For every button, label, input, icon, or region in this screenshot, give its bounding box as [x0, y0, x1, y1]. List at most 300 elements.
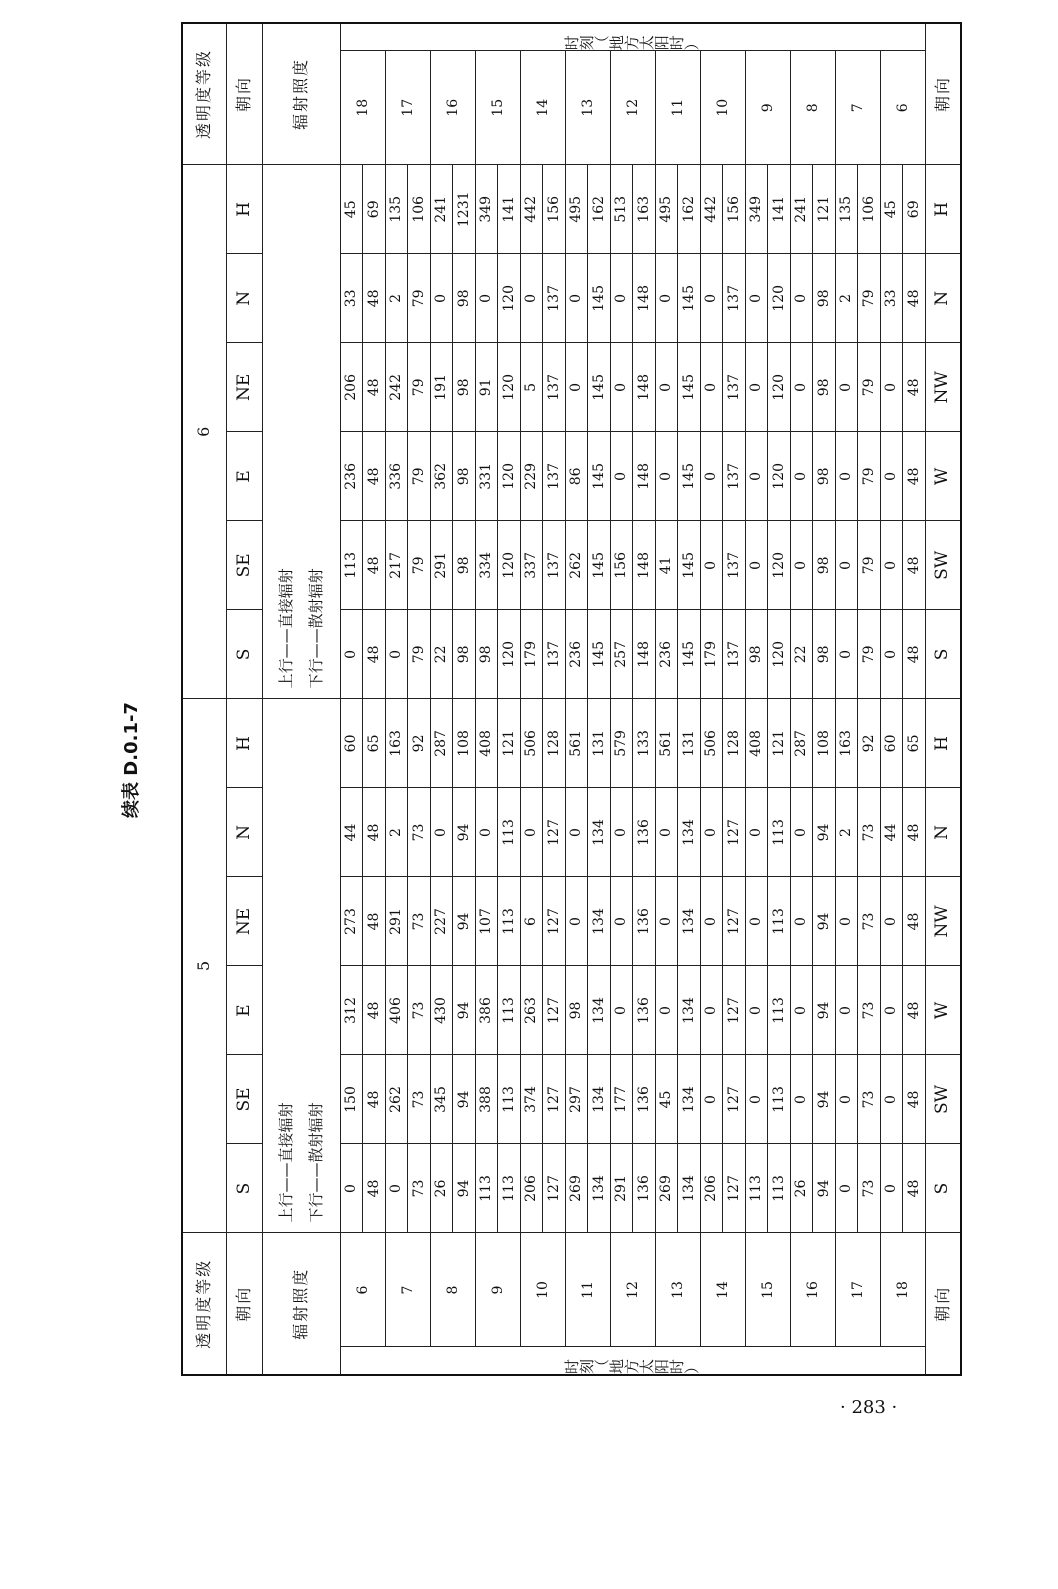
table-cell: 94 — [813, 877, 836, 966]
table-cell: 121 — [768, 699, 791, 788]
table-cell: 92 — [408, 699, 431, 788]
table-cell: 73 — [408, 966, 431, 1055]
table-cell: 44 — [880, 788, 903, 877]
table-cell: 98 — [453, 610, 476, 699]
direction-header-top: E — [226, 966, 262, 1055]
table-cell: 98 — [565, 966, 588, 1055]
direction-header-bottom: SW — [925, 521, 961, 610]
table-cell: 48 — [903, 343, 926, 432]
table-cell: 48 — [363, 877, 386, 966]
table-cell: 137 — [543, 521, 566, 610]
table-cell: 92 — [858, 699, 881, 788]
table-cell: 136 — [633, 788, 656, 877]
table-cell: 0 — [880, 877, 903, 966]
table-cell: 0 — [655, 343, 678, 432]
table-cell: 137 — [723, 521, 746, 610]
table-cell: 0 — [880, 432, 903, 521]
table-cell: 291 — [385, 877, 408, 966]
table-cell: 137 — [543, 432, 566, 521]
table-cell: 113 — [768, 877, 791, 966]
table-cell: 206 — [340, 343, 363, 432]
direction-header-bottom: H — [925, 699, 961, 788]
direction-header-bottom: NW — [925, 877, 961, 966]
table-cell: 145 — [588, 610, 611, 699]
table-cell: 134 — [588, 1144, 611, 1233]
table-cell: 0 — [835, 877, 858, 966]
table-cell: 136 — [633, 966, 656, 1055]
table-cell: 134 — [678, 1055, 701, 1144]
table-cell: 0 — [880, 343, 903, 432]
table-cell: 0 — [835, 610, 858, 699]
table-cell: 0 — [475, 254, 498, 343]
table-cell: 0 — [655, 254, 678, 343]
table-cell: 86 — [565, 432, 588, 521]
table-cell: 113 — [768, 1144, 791, 1233]
time-left: 18 — [880, 1233, 925, 1347]
table-cell: 297 — [565, 1055, 588, 1144]
time-right: 8 — [790, 51, 835, 165]
table-cell: 120 — [498, 254, 521, 343]
table-cell: 120 — [768, 610, 791, 699]
table-cell: 0 — [700, 966, 723, 1055]
table-cell: 579 — [610, 699, 633, 788]
time-left: 11 — [565, 1233, 610, 1347]
table-cell: 0 — [745, 788, 768, 877]
table-cell: 150 — [340, 1055, 363, 1144]
table-cell: 48 — [363, 254, 386, 343]
table-cell: 156 — [610, 521, 633, 610]
table-cell: 0 — [520, 254, 543, 343]
table-cell: 5 — [520, 343, 543, 432]
table-cell: 48 — [903, 788, 926, 877]
table-cell: 0 — [655, 877, 678, 966]
time-left: 8 — [430, 1233, 475, 1347]
time-right: 12 — [610, 51, 655, 165]
table-cell: 134 — [588, 1055, 611, 1144]
table-cell: 73 — [408, 1144, 431, 1233]
table-cell: 0 — [520, 788, 543, 877]
time-right: 7 — [835, 51, 880, 165]
table-cell: 334 — [475, 521, 498, 610]
table-cell: 73 — [858, 788, 881, 877]
direction-header-top: S — [226, 610, 262, 699]
table-cell: 127 — [723, 877, 746, 966]
table-cell: 513 — [610, 165, 633, 254]
direction-header-top: N — [226, 254, 262, 343]
table-cell: 349 — [745, 165, 768, 254]
table-cell: 0 — [790, 877, 813, 966]
time-label-left: 时 刻（ 地 方 太 阳 时 ） — [340, 1347, 925, 1375]
radiation-table-wrapper — [181, 17, 953, 1376]
table-cell: 98 — [475, 610, 498, 699]
time-left: 6 — [340, 1233, 385, 1347]
table-cell: 79 — [858, 254, 881, 343]
table-cell: 236 — [655, 610, 678, 699]
table-cell: 269 — [655, 1144, 678, 1233]
table-cell: 374 — [520, 1055, 543, 1144]
table-cell: 48 — [903, 966, 926, 1055]
table-cell: 0 — [700, 877, 723, 966]
table-cell: 48 — [363, 1144, 386, 1233]
table-cell: 136 — [633, 1055, 656, 1144]
table-cell: 131 — [588, 699, 611, 788]
table-cell: 506 — [520, 699, 543, 788]
table-cell: 145 — [678, 254, 701, 343]
table-cell: 0 — [700, 432, 723, 521]
time-left: 15 — [745, 1233, 790, 1347]
table-cell: 0 — [745, 254, 768, 343]
table-cell: 48 — [903, 1144, 926, 1233]
table-cell: 6 — [520, 877, 543, 966]
table-cell: 33 — [880, 254, 903, 343]
table-cell: 241 — [790, 165, 813, 254]
table-cell: 0 — [610, 877, 633, 966]
time-right: 18 — [340, 51, 385, 165]
table-cell: 145 — [678, 610, 701, 699]
orientation-header-right: 朝向 — [226, 23, 262, 165]
table-cell: 113 — [768, 1055, 791, 1144]
table-cell: 0 — [655, 788, 678, 877]
table-cell: 134 — [588, 788, 611, 877]
time-left: 13 — [655, 1233, 700, 1347]
table-cell: 113 — [498, 966, 521, 1055]
table-cell: 79 — [408, 521, 431, 610]
table-cell: 179 — [520, 610, 543, 699]
table-cell: 113 — [498, 1144, 521, 1233]
table-cell: 79 — [408, 432, 431, 521]
table-cell: 0 — [610, 432, 633, 521]
time-right: 11 — [655, 51, 700, 165]
table-cell: 94 — [813, 1144, 836, 1233]
table-cell: 94 — [453, 966, 476, 1055]
table-cell: 442 — [700, 165, 723, 254]
table-cell: 1231 — [453, 165, 476, 254]
table-cell: 0 — [790, 343, 813, 432]
page-number: · 283 · — [840, 1397, 898, 1418]
table-cell: 406 — [385, 966, 408, 1055]
table-cell: 79 — [858, 610, 881, 699]
table-cell: 48 — [363, 343, 386, 432]
table-cell: 127 — [543, 788, 566, 877]
table-cell: 227 — [430, 877, 453, 966]
table-cell: 98 — [453, 521, 476, 610]
table-cell: 48 — [363, 1055, 386, 1144]
table-cell: 148 — [633, 432, 656, 521]
table-cell: 134 — [678, 877, 701, 966]
table-cell: 120 — [768, 432, 791, 521]
orientation-footer-right: 朝向 — [925, 23, 961, 165]
legend-direct: 上行——直接辐射 — [277, 568, 295, 689]
table-cell: 98 — [813, 432, 836, 521]
table-cell: 94 — [813, 788, 836, 877]
table-cell: 120 — [768, 254, 791, 343]
table-cell: 273 — [340, 877, 363, 966]
table-cell: 156 — [723, 165, 746, 254]
table-cell: 206 — [700, 1144, 723, 1233]
table-cell: 98 — [813, 343, 836, 432]
table-cell: 134 — [678, 966, 701, 1055]
direction-header-bottom: S — [925, 1144, 961, 1233]
table-cell: 106 — [408, 165, 431, 254]
table-cell: 134 — [678, 1144, 701, 1233]
table-cell: 133 — [633, 699, 656, 788]
table-cell: 0 — [475, 788, 498, 877]
table-cell: 236 — [565, 610, 588, 699]
table-cell: 0 — [790, 1055, 813, 1144]
table-cell: 561 — [655, 699, 678, 788]
table-cell: 229 — [520, 432, 543, 521]
table-cell: 106 — [858, 165, 881, 254]
time-left: 16 — [790, 1233, 835, 1347]
table-cell: 137 — [723, 254, 746, 343]
table-cell: 337 — [520, 521, 543, 610]
table-cell: 0 — [610, 966, 633, 1055]
table-cell: 2 — [385, 788, 408, 877]
time-right: 13 — [565, 51, 610, 165]
table-cell: 148 — [633, 254, 656, 343]
table-cell: 127 — [723, 1055, 746, 1144]
table-cell: 145 — [588, 254, 611, 343]
table-cell: 48 — [363, 521, 386, 610]
direction-header-bottom: SW — [925, 1055, 961, 1144]
table-cell: 0 — [700, 521, 723, 610]
orientation-header-left: 朝向 — [226, 1233, 262, 1375]
table-cell: 137 — [723, 343, 746, 432]
table-cell: 442 — [520, 165, 543, 254]
table-cell: 206 — [520, 1144, 543, 1233]
table-cell: 79 — [408, 343, 431, 432]
direction-header-top: SE — [226, 1055, 262, 1144]
table-cell: 127 — [543, 877, 566, 966]
table-cell: 0 — [880, 966, 903, 1055]
table-cell: 0 — [880, 1144, 903, 1233]
table-cell: 2 — [835, 788, 858, 877]
table-cell: 94 — [813, 966, 836, 1055]
table-cell: 113 — [475, 1144, 498, 1233]
table-cell: 0 — [835, 1055, 858, 1144]
radiation-table — [181, 17, 962, 1376]
table-cell: 73 — [408, 1055, 431, 1144]
table-cell: 0 — [385, 1144, 408, 1233]
table-cell: 0 — [745, 521, 768, 610]
table-cell: 145 — [678, 432, 701, 521]
table-cell: 73 — [858, 877, 881, 966]
direction-header-top: S — [226, 1144, 262, 1233]
direction-header-bottom: N — [925, 254, 961, 343]
time-left: 17 — [835, 1233, 880, 1347]
table-cell: 345 — [430, 1055, 453, 1144]
table-cell: 0 — [565, 877, 588, 966]
table-cell: 113 — [498, 877, 521, 966]
table-cell: 0 — [880, 1055, 903, 1144]
table-cell: 0 — [385, 610, 408, 699]
table-cell: 48 — [363, 788, 386, 877]
table-cell: 561 — [565, 699, 588, 788]
table-cell: 0 — [835, 521, 858, 610]
table-cell: 113 — [768, 966, 791, 1055]
table-cell: 94 — [453, 877, 476, 966]
table-cell: 2 — [835, 254, 858, 343]
table-cell: 0 — [790, 254, 813, 343]
direction-header-top: H — [226, 699, 262, 788]
table-cell: 48 — [363, 966, 386, 1055]
table-cell: 73 — [858, 1144, 881, 1233]
legend-direct: 上行——直接辐射 — [277, 1102, 295, 1223]
table-cell: 137 — [543, 254, 566, 343]
table-title: 续表 D.0.1-7 — [121, 702, 142, 818]
table-cell: 69 — [363, 165, 386, 254]
table-cell: 98 — [813, 521, 836, 610]
irradiance-header-right: 辐射照度 — [262, 23, 340, 165]
table-cell: 120 — [498, 610, 521, 699]
table-cell: 135 — [385, 165, 408, 254]
table-cell: 506 — [700, 699, 723, 788]
table-cell: 136 — [633, 1144, 656, 1233]
table-cell: 141 — [498, 165, 521, 254]
time-left: 7 — [385, 1233, 430, 1347]
table-cell: 44 — [340, 788, 363, 877]
table-cell: 0 — [745, 432, 768, 521]
table-cell: 0 — [745, 1055, 768, 1144]
direction-header-top: H — [226, 165, 262, 254]
legend-level-6 — [262, 165, 340, 699]
table-cell: 148 — [633, 521, 656, 610]
table-cell: 94 — [813, 1055, 836, 1144]
table-cell: 0 — [745, 877, 768, 966]
table-cell: 65 — [903, 699, 926, 788]
table-cell: 113 — [498, 1055, 521, 1144]
time-left: 12 — [610, 1233, 655, 1347]
direction-header-bottom: W — [925, 966, 961, 1055]
time-label-right: 时 刻（ 地 方 太 阳 时 ） — [340, 23, 925, 51]
table-cell: 145 — [588, 521, 611, 610]
level-header-right: 透明度等级 — [182, 23, 226, 165]
table-cell: 2 — [385, 254, 408, 343]
level-header-left: 透明度等级 — [182, 1233, 226, 1375]
table-cell: 22 — [790, 610, 813, 699]
time-right: 16 — [430, 51, 475, 165]
table-cell: 141 — [768, 165, 791, 254]
table-cell: 120 — [498, 521, 521, 610]
table-cell: 287 — [790, 699, 813, 788]
table-cell: 41 — [655, 521, 678, 610]
time-right: 15 — [475, 51, 520, 165]
table-cell: 94 — [453, 788, 476, 877]
table-cell: 120 — [768, 521, 791, 610]
time-left: 9 — [475, 1233, 520, 1347]
table-cell: 65 — [363, 699, 386, 788]
table-cell: 127 — [723, 966, 746, 1055]
direction-header-top: NE — [226, 877, 262, 966]
table-cell: 48 — [903, 521, 926, 610]
table-cell: 148 — [633, 343, 656, 432]
table-cell: 91 — [475, 343, 498, 432]
table-cell: 349 — [475, 165, 498, 254]
table-cell: 0 — [745, 343, 768, 432]
table-cell: 113 — [745, 1144, 768, 1233]
table-cell: 137 — [723, 432, 746, 521]
direction-header-top: SE — [226, 521, 262, 610]
time-left: 10 — [520, 1233, 565, 1347]
table-cell: 33 — [340, 254, 363, 343]
table-cell: 179 — [700, 610, 723, 699]
table-cell: 177 — [610, 1055, 633, 1144]
table-cell: 291 — [430, 521, 453, 610]
table-cell: 336 — [385, 432, 408, 521]
table-cell: 0 — [340, 1144, 363, 1233]
table-cell: 48 — [903, 432, 926, 521]
table-cell: 45 — [880, 165, 903, 254]
table-cell: 108 — [453, 699, 476, 788]
table-cell: 145 — [588, 432, 611, 521]
table-cell: 60 — [340, 699, 363, 788]
table-cell: 79 — [408, 610, 431, 699]
time-right: 6 — [880, 51, 925, 165]
time-right: 17 — [385, 51, 430, 165]
direction-header-top: NE — [226, 343, 262, 432]
table-cell: 163 — [385, 699, 408, 788]
table-cell: 145 — [678, 521, 701, 610]
table-cell: 0 — [835, 432, 858, 521]
table-cell: 120 — [498, 432, 521, 521]
table-cell: 48 — [903, 254, 926, 343]
table-cell: 134 — [678, 788, 701, 877]
table-cell: 98 — [453, 343, 476, 432]
direction-header-bottom: S — [925, 610, 961, 699]
table-cell: 128 — [723, 699, 746, 788]
table-cell: 0 — [835, 1144, 858, 1233]
table-cell: 79 — [858, 521, 881, 610]
table-cell: 48 — [363, 610, 386, 699]
table-cell: 45 — [340, 165, 363, 254]
table-cell: 120 — [498, 343, 521, 432]
table-cell: 148 — [633, 610, 656, 699]
table-cell: 163 — [835, 699, 858, 788]
table-cell: 262 — [565, 521, 588, 610]
table-cell: 145 — [678, 343, 701, 432]
table-cell: 113 — [768, 788, 791, 877]
table-cell: 113 — [340, 521, 363, 610]
table-cell: 137 — [543, 610, 566, 699]
table-cell: 48 — [903, 877, 926, 966]
table-cell: 79 — [858, 432, 881, 521]
table-cell: 430 — [430, 966, 453, 1055]
table-cell: 0 — [565, 343, 588, 432]
table-cell: 135 — [835, 165, 858, 254]
table-cell: 134 — [588, 877, 611, 966]
table-cell: 0 — [700, 1055, 723, 1144]
table-cell: 287 — [430, 699, 453, 788]
table-cell: 127 — [543, 1055, 566, 1144]
table-cell: 121 — [813, 165, 836, 254]
direction-header-bottom: NW — [925, 343, 961, 432]
direction-header-bottom: N — [925, 788, 961, 877]
table-cell: 0 — [790, 788, 813, 877]
table-cell: 79 — [408, 254, 431, 343]
table-cell: 241 — [430, 165, 453, 254]
table-cell: 0 — [790, 966, 813, 1055]
table-cell: 291 — [610, 1144, 633, 1233]
table-cell: 108 — [813, 699, 836, 788]
table-cell: 121 — [498, 699, 521, 788]
table-cell: 22 — [430, 610, 453, 699]
table-cell: 127 — [723, 788, 746, 877]
legend-diffuse: 下行——散射辐射 — [307, 1102, 325, 1223]
table-cell: 191 — [430, 343, 453, 432]
table-cell: 94 — [453, 1055, 476, 1144]
time-left: 14 — [700, 1233, 745, 1347]
orientation-footer-left: 朝向 — [925, 1233, 961, 1375]
